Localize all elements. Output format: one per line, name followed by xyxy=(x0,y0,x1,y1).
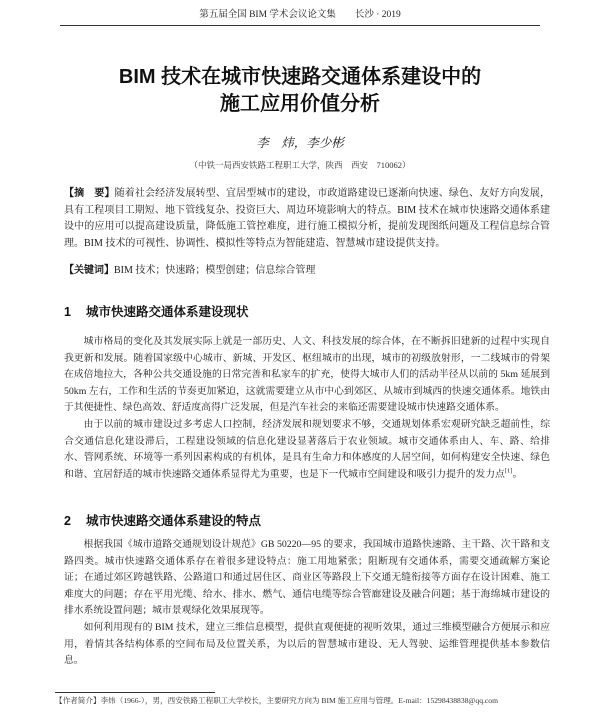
abstract xyxy=(64,186,550,252)
section-1-body xyxy=(64,334,550,483)
section-2-heading xyxy=(64,513,261,529)
footnote-rule xyxy=(55,692,215,693)
abstract-label: 【摘 要】 xyxy=(64,188,115,199)
end-punct: 。 xyxy=(512,468,523,480)
paragraph: 如何利用现有的 BIM 技术，建立三维信息模型，提供直观便捷的视听效果，通过三维模型融合方便展示和应用，着情其各结构体系的空间布局及位置关系，为以后的智慧城市建设、无人驾驶、运维管理提供基本参数信息。 xyxy=(64,621,550,667)
paragraph: 城市格局的变化及其发展实际上就是一部历史、人文、科技发展的综合体，在不断拆旧建新的过程中实现自我更新和发展。随着国家级中心城市、新城、开发区、枢纽城市的出现，城市的初级放射形，一二线城市的骨架在成倍地拉大，各种公共交通设施的日常完善和私家车的扩充，使得大城市人们的活动半径从以前的 5km 延展到 50km 左右，工作和生活的节奏更加紧迫，这就需要建立从市中心到郊区、从城市到城西的快速交通体系。地铁由于其便捷性、绿色高效、舒适度高得广泛发展，但是汽车社会的来临还需要建设城市快速路交通体系。 xyxy=(64,336,550,414)
paragraph xyxy=(64,417,550,483)
author-footnote: 【作者简介】李炜（1966-），男，西安铁路工程职工大学校长，主要研究方向为 BIM 施工应用与管理。E-mail：15298438838@qq.com xyxy=(55,696,498,705)
abstract-text: 随着社会经济发展转型、宜居型城市的建设，市政道路建设已逐渐向快速、绿色、友好方向发展，具有工程项目工期短、地下管线复杂、投资巨大、周边环境影响大的特点。BIM 技术在城市快速路交通体系建设中的应用可以提高建设质量，降低施工管控难度，进行施工模拟分析，提前发现图纸问题及工程信息综合管理。BIM 技术的可视性、协调性、模拟性等特点为智能建造、智慧城市建设提供支持。 xyxy=(64,188,551,249)
section-1-number: 1 xyxy=(64,305,71,319)
running-header: 第五届全国 BIM 学术会议论文集 长沙 · 2019 xyxy=(199,10,401,20)
citation: [1] xyxy=(504,467,513,475)
section-2-body xyxy=(64,537,550,670)
authors: 李 炜，李少彬 xyxy=(256,136,344,150)
title-line-2: 施工应用价值分析 xyxy=(220,93,380,115)
paragraph: 根据我国《城市道路交通规划设计规范》GB 50220—95 的要求，我国城市道路快速路、主干路、次干路和支路四类。城市快速路交通体系存在着很多建设特点：施工用地紧张；阻断现有交通体系，需要交通疏解方案论证；在通过郊区跨越铁路、公路道口和通过居住区、商业区等路段上下交通无缝衔接等方面存在设计困难、施工难度大的问题；存在平用光缆、给水、排水、燃气、通信电缆等综合管廊建设及融合问题；基于海绵城市建设的排水系统设置问题；城市景观绿化效果展现等。 xyxy=(64,539,550,617)
header-rule xyxy=(60,25,540,26)
section-2-number: 2 xyxy=(64,514,71,528)
paper-title xyxy=(20,64,580,118)
affiliation: （中铁一局西安铁路工程职工大学，陕西 西安 710062） xyxy=(189,160,411,170)
section-1-heading xyxy=(64,304,249,320)
keywords-text: BIM 技术；快速路；模型创建；信息综合管理 xyxy=(114,265,316,276)
section-1-title: 城市快速路交通体系建设现状 xyxy=(86,305,249,319)
keywords xyxy=(64,263,550,279)
title-line-1: BIM 技术在城市快速路交通体系建设中的 xyxy=(118,66,482,88)
paragraph-text: 由于以前的城市建设过多考虑人口控制，经济发展和规划要求不够，交通规划体系宏观研究缺乏超前性，综合交通信息化建设滞后，工程建设领域的信息化建设显著落后于农业领域。城市交通体系由人、车、路、给排水、管网系统、环境等一系列因素构成的有机体，是具有生命力和体感度的人居空间，如何构建安全快速、绿色和谐、宜居舒适的城市快速路交通体系显得尤为重要，也是下一代城市空间建设和吸引力提升的发力点 xyxy=(64,418,550,480)
keywords-label: 【关键词】 xyxy=(64,265,114,276)
section-2-title: 城市快速路交通体系建设的特点 xyxy=(86,514,262,528)
